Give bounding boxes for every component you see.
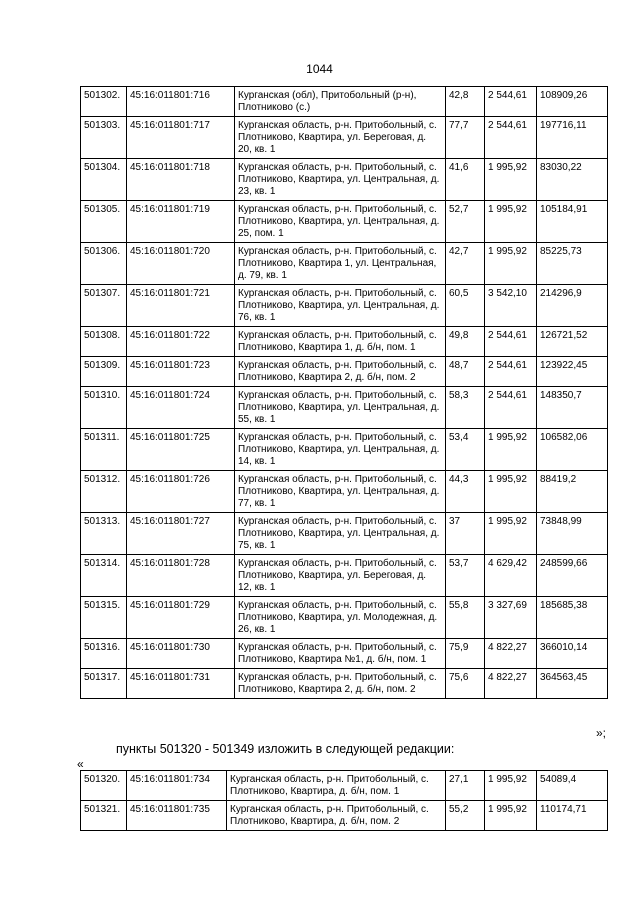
table-row	[81, 201, 608, 243]
property-table	[80, 86, 608, 699]
cadastral-number-cell: 45:16:011801:725	[127, 429, 235, 471]
cadastral-number-cell: 45:16:011801:734	[127, 771, 227, 801]
table-row	[81, 669, 608, 699]
row-number-cell: 501317.	[81, 669, 127, 699]
row-number-cell: 501305.	[81, 201, 127, 243]
cadastral-number-cell: 45:16:011801:735	[127, 801, 227, 831]
cadastral-value-cell: 248599,66	[537, 555, 608, 597]
table-row	[81, 327, 608, 357]
rate-cell: 4 822,27	[485, 639, 537, 669]
row-number-cell: 501320.	[81, 771, 127, 801]
rate-cell: 2 544,61	[485, 387, 537, 429]
cadastral-value-cell: 126721,52	[537, 327, 608, 357]
table-row	[81, 771, 608, 801]
area-cell: 27,1	[446, 771, 485, 801]
address-cell: Курганская область, р-н. Притобольный, с. Плотниково, Квартира, ул. Береговая, д. 12, кв. 1	[235, 555, 446, 597]
area-cell: 44,3	[446, 471, 485, 513]
opening-quote-mark: «	[77, 757, 84, 771]
table-row	[81, 471, 608, 513]
cadastral-number-cell: 45:16:011801:728	[127, 555, 235, 597]
address-cell: Курганская область, р-н. Притобольный, с. Плотниково, Квартира, д. б/н, пом. 2	[227, 801, 446, 831]
rate-cell: 1 995,92	[485, 513, 537, 555]
row-number-cell: 501309.	[81, 357, 127, 387]
cadastral-number-cell: 45:16:011801:726	[127, 471, 235, 513]
row-number-cell: 501313.	[81, 513, 127, 555]
edit-instruction-text: пункты 501320 - 501349 изложить в следующей редакции:	[116, 742, 455, 756]
address-cell: Курганская область, р-н. Притобольный, с. Плотниково, Квартира 1, ул. Центральная, д. 79, кв. 1	[235, 243, 446, 285]
table-row	[81, 639, 608, 669]
cadastral-value-cell: 88419,2	[537, 471, 608, 513]
page-number: 1044	[306, 62, 333, 76]
cadastral-number-cell: 45:16:011801:722	[127, 327, 235, 357]
table-row	[81, 597, 608, 639]
table-row	[81, 159, 608, 201]
area-cell: 60,5	[446, 285, 485, 327]
table-row	[81, 429, 608, 471]
row-number-cell: 501308.	[81, 327, 127, 357]
address-cell: Курганская область, р-н. Притобольный, с. Плотниково, Квартира 2, д. б/н, пом. 2	[235, 357, 446, 387]
row-number-cell: 501316.	[81, 639, 127, 669]
area-cell: 42,8	[446, 87, 485, 117]
address-cell: Курганская область, р-н. Притобольный, с. Плотниково, Квартира 1, д. б/н, пом. 1	[235, 327, 446, 357]
address-cell: Курганская область, р-н. Притобольный, с. Плотниково, Квартира, ул. Центральная, д. 14, кв. 1	[235, 429, 446, 471]
cadastral-number-cell: 45:16:011801:718	[127, 159, 235, 201]
cadastral-number-cell: 45:16:011801:717	[127, 117, 235, 159]
cadastral-value-cell: 54089,4	[537, 771, 608, 801]
row-number-cell: 501304.	[81, 159, 127, 201]
table-row	[81, 357, 608, 387]
cadastral-value-cell: 148350,7	[537, 387, 608, 429]
area-cell: 53,4	[446, 429, 485, 471]
area-cell: 48,7	[446, 357, 485, 387]
rate-cell: 1 995,92	[485, 243, 537, 285]
cadastral-value-cell: 123922,45	[537, 357, 608, 387]
rate-cell: 1 995,92	[485, 471, 537, 513]
rate-cell: 2 544,61	[485, 357, 537, 387]
address-cell: Курганская область, р-н. Притобольный, с. Плотниково, Квартира, ул. Центральная, д. 55, кв. 1	[235, 387, 446, 429]
address-cell: Курганская (обл), Притобольный (р-н), Плотниково (с.)	[235, 87, 446, 117]
table-row	[81, 117, 608, 159]
area-cell: 55,2	[446, 801, 485, 831]
area-cell: 52,7	[446, 201, 485, 243]
cadastral-value-cell: 85225,73	[537, 243, 608, 285]
cadastral-number-cell: 45:16:011801:730	[127, 639, 235, 669]
row-number-cell: 501306.	[81, 243, 127, 285]
table-row	[81, 285, 608, 327]
row-number-cell: 501307.	[81, 285, 127, 327]
area-cell: 55,8	[446, 597, 485, 639]
cadastral-value-cell: 185685,38	[537, 597, 608, 639]
cadastral-value-cell: 105184,91	[537, 201, 608, 243]
address-cell: Курганская область, р-н. Притобольный, с. Плотниково, Квартира 2, д. б/н, пом. 2	[235, 669, 446, 699]
cadastral-number-cell: 45:16:011801:731	[127, 669, 235, 699]
cadastral-value-cell: 106582,06	[537, 429, 608, 471]
rate-cell: 1 995,92	[485, 801, 537, 831]
table-row	[81, 243, 608, 285]
row-number-cell: 501311.	[81, 429, 127, 471]
address-cell: Курганская область, р-н. Притобольный, с. Плотниково, Квартира, ул. Береговая, д. 20, кв. 1	[235, 117, 446, 159]
cadastral-number-cell: 45:16:011801:724	[127, 387, 235, 429]
property-table-revised	[80, 770, 608, 831]
cadastral-value-cell: 214296,9	[537, 285, 608, 327]
address-cell: Курганская область, р-н. Притобольный, с. Плотниково, Квартира, ул. Центральная, д. 25, пом. 1	[235, 201, 446, 243]
table-row	[81, 513, 608, 555]
cadastral-number-cell: 45:16:011801:723	[127, 357, 235, 387]
rate-cell: 2 544,61	[485, 87, 537, 117]
area-cell: 75,9	[446, 639, 485, 669]
rate-cell: 1 995,92	[485, 429, 537, 471]
cadastral-number-cell: 45:16:011801:721	[127, 285, 235, 327]
row-number-cell: 501321.	[81, 801, 127, 831]
address-cell: Курганская область, р-н. Притобольный, с. Плотниково, Квартира, д. б/н, пом. 1	[227, 771, 446, 801]
row-number-cell: 501302.	[81, 87, 127, 117]
cadastral-value-cell: 83030,22	[537, 159, 608, 201]
cadastral-number-cell: 45:16:011801:716	[127, 87, 235, 117]
cadastral-value-cell: 364563,45	[537, 669, 608, 699]
table-row	[81, 387, 608, 429]
rate-cell: 1 995,92	[485, 771, 537, 801]
address-cell: Курганская область, р-н. Притобольный, с. Плотниково, Квартира, ул. Центральная, д. 75, кв. 1	[235, 513, 446, 555]
cadastral-number-cell: 45:16:011801:727	[127, 513, 235, 555]
cadastral-value-cell: 73848,99	[537, 513, 608, 555]
cadastral-number-cell: 45:16:011801:729	[127, 597, 235, 639]
area-cell: 77,7	[446, 117, 485, 159]
row-number-cell: 501310.	[81, 387, 127, 429]
cadastral-number-cell: 45:16:011801:719	[127, 201, 235, 243]
rate-cell: 2 544,61	[485, 117, 537, 159]
area-cell: 75,6	[446, 669, 485, 699]
row-number-cell: 501303.	[81, 117, 127, 159]
cadastral-value-cell: 366010,14	[537, 639, 608, 669]
area-cell: 42,7	[446, 243, 485, 285]
rate-cell: 2 544,61	[485, 327, 537, 357]
address-cell: Курганская область, р-н. Притобольный, с. Плотниково, Квартира, ул. Центральная, д. 76, кв. 1	[235, 285, 446, 327]
address-cell: Курганская область, р-н. Притобольный, с. Плотниково, Квартира, ул. Центральная, д. 77, кв. 1	[235, 471, 446, 513]
rate-cell: 4 822,27	[485, 669, 537, 699]
table-row	[81, 555, 608, 597]
cadastral-value-cell: 110174,71	[537, 801, 608, 831]
rate-cell: 1 995,92	[485, 201, 537, 243]
closing-quote-mark: »;	[595, 726, 606, 740]
row-number-cell: 501314.	[81, 555, 127, 597]
address-cell: Курганская область, р-н. Притобольный, с. Плотниково, Квартира №1, д. б/н, пом. 1	[235, 639, 446, 669]
area-cell: 37	[446, 513, 485, 555]
address-cell: Курганская область, р-н. Притобольный, с. Плотниково, Квартира, ул. Центральная, д. 23, кв. 1	[235, 159, 446, 201]
rate-cell: 3 542,10	[485, 285, 537, 327]
row-number-cell: 501315.	[81, 597, 127, 639]
cadastral-value-cell: 197716,11	[537, 117, 608, 159]
area-cell: 49,8	[446, 327, 485, 357]
cadastral-value-cell: 108909,26	[537, 87, 608, 117]
table-row	[81, 801, 608, 831]
area-cell: 58,3	[446, 387, 485, 429]
cadastral-number-cell: 45:16:011801:720	[127, 243, 235, 285]
address-cell: Курганская область, р-н. Притобольный, с. Плотниково, Квартира, ул. Молодежная, д. 26, кв. 1	[235, 597, 446, 639]
row-number-cell: 501312.	[81, 471, 127, 513]
area-cell: 41,6	[446, 159, 485, 201]
table-row	[81, 87, 608, 117]
rate-cell: 4 629,42	[485, 555, 537, 597]
rate-cell: 1 995,92	[485, 159, 537, 201]
rate-cell: 3 327,69	[485, 597, 537, 639]
area-cell: 53,7	[446, 555, 485, 597]
